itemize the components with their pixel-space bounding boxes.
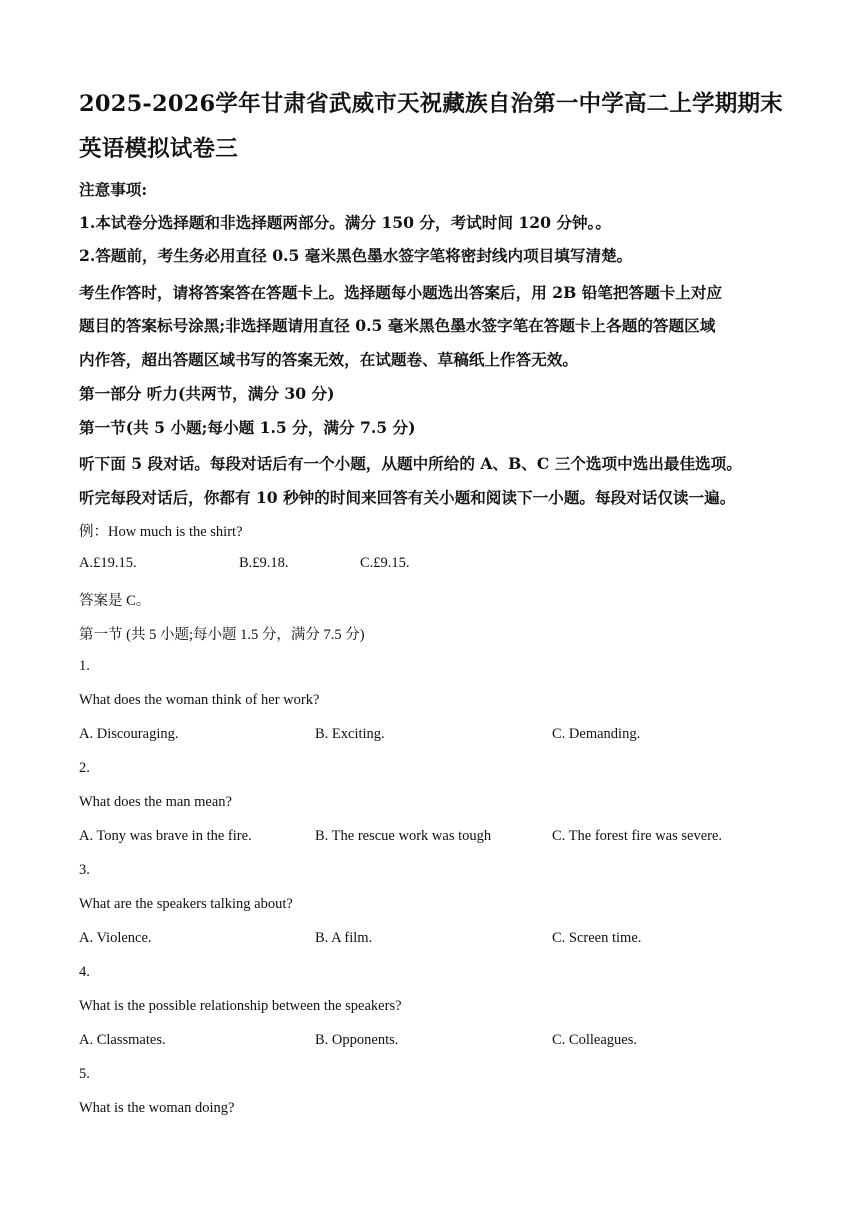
notes-item-2: 2.答题前，考生务必用直径 0.5 毫米黑色墨水签字笔将密封线内项目填写清楚。: [79, 246, 633, 265]
option-a: A. Discouraging.: [79, 726, 179, 742]
question-text: What does the woman think of her work?: [79, 692, 320, 708]
exam-title-line2: 英语模拟试卷三: [79, 136, 238, 162]
option-a: A. Tony was brave in the fire.: [79, 828, 252, 844]
option-b: B. The rescue work was tough: [315, 828, 492, 844]
question-number: 1.: [79, 658, 90, 674]
exam-title-line1: 2025-2026学年甘肃省武威市天祝藏族自治第一中学高二上学期期末: [79, 91, 783, 117]
example-option-c: C.£9.15.: [360, 555, 410, 571]
question-text: What does the man mean?: [79, 794, 232, 810]
question-number: 3.: [79, 862, 90, 878]
question-text: What is the possible relationship between the speakers?: [79, 998, 402, 1014]
option-c: C. Screen time.: [552, 930, 642, 946]
question-number: 4.: [79, 964, 90, 980]
notes-heading: 注意事项:: [79, 180, 148, 199]
question-number: 5.: [79, 1066, 90, 1082]
notes-item-3-line3: 内作答，超出答题区域书写的答案无效，在试题卷、草稿纸上作答无效。: [79, 350, 579, 369]
option-c: C. The forest fire was severe.: [552, 828, 723, 844]
example-question: 例：How much is the shirt?: [79, 524, 243, 540]
notes-item-3-line2: 题目的答案标号涂黑;非选择题请用直径 0.5 毫米黑色墨水签字笔在答题卡上各题的答题区域: [79, 316, 716, 335]
option-c: C. Colleagues.: [552, 1032, 637, 1048]
question-number: 2.: [79, 760, 90, 776]
option-a: A. Violence.: [79, 930, 152, 946]
notes-item-1: 1.本试卷分选择题和非选择题两部分。满分 150 分，考试时间 120 分钟。。: [79, 213, 611, 232]
option-c: C. Demanding.: [552, 726, 641, 742]
option-a: A. Classmates.: [79, 1032, 166, 1048]
example-option-b: B.£9.18.: [239, 555, 289, 571]
option-b: B. A film.: [315, 930, 373, 946]
section1-heading: 第一节(共 5 小题;每小题 1.5 分，满分 7.5 分): [79, 418, 416, 437]
instructions-line2: 听完每段对话后，你都有 10 秒钟的时间来回答有关小题和阅读下一小题。每段对话仅读一遍。: [79, 488, 736, 507]
option-b: B. Opponents.: [315, 1032, 399, 1048]
instructions-line1: 听下面 5 段对话。每段对话后有一个小题，从题中所给的 A、B、C 三个选项中选出最佳选项。: [79, 454, 742, 473]
example-answer: 答案是 C。: [79, 593, 151, 609]
section1-repeat-heading: 第一节 (共 5 小题;每小题 1.5 分，满分 7.5 分): [79, 627, 365, 643]
example-option-a: A.£19.15.: [79, 555, 137, 571]
notes-item-3-line1: 考生作答时，请将答案答在答题卡上。选择题每小题选出答案后，用 2B 铅笔把答题卡上对应: [79, 283, 723, 302]
option-b: B. Exciting.: [315, 726, 385, 742]
question-text: What are the speakers talking about?: [79, 896, 293, 912]
part1-heading: 第一部分 听力(共两节，满分 30 分): [79, 384, 335, 403]
question-text: What is the woman doing?: [79, 1100, 235, 1116]
